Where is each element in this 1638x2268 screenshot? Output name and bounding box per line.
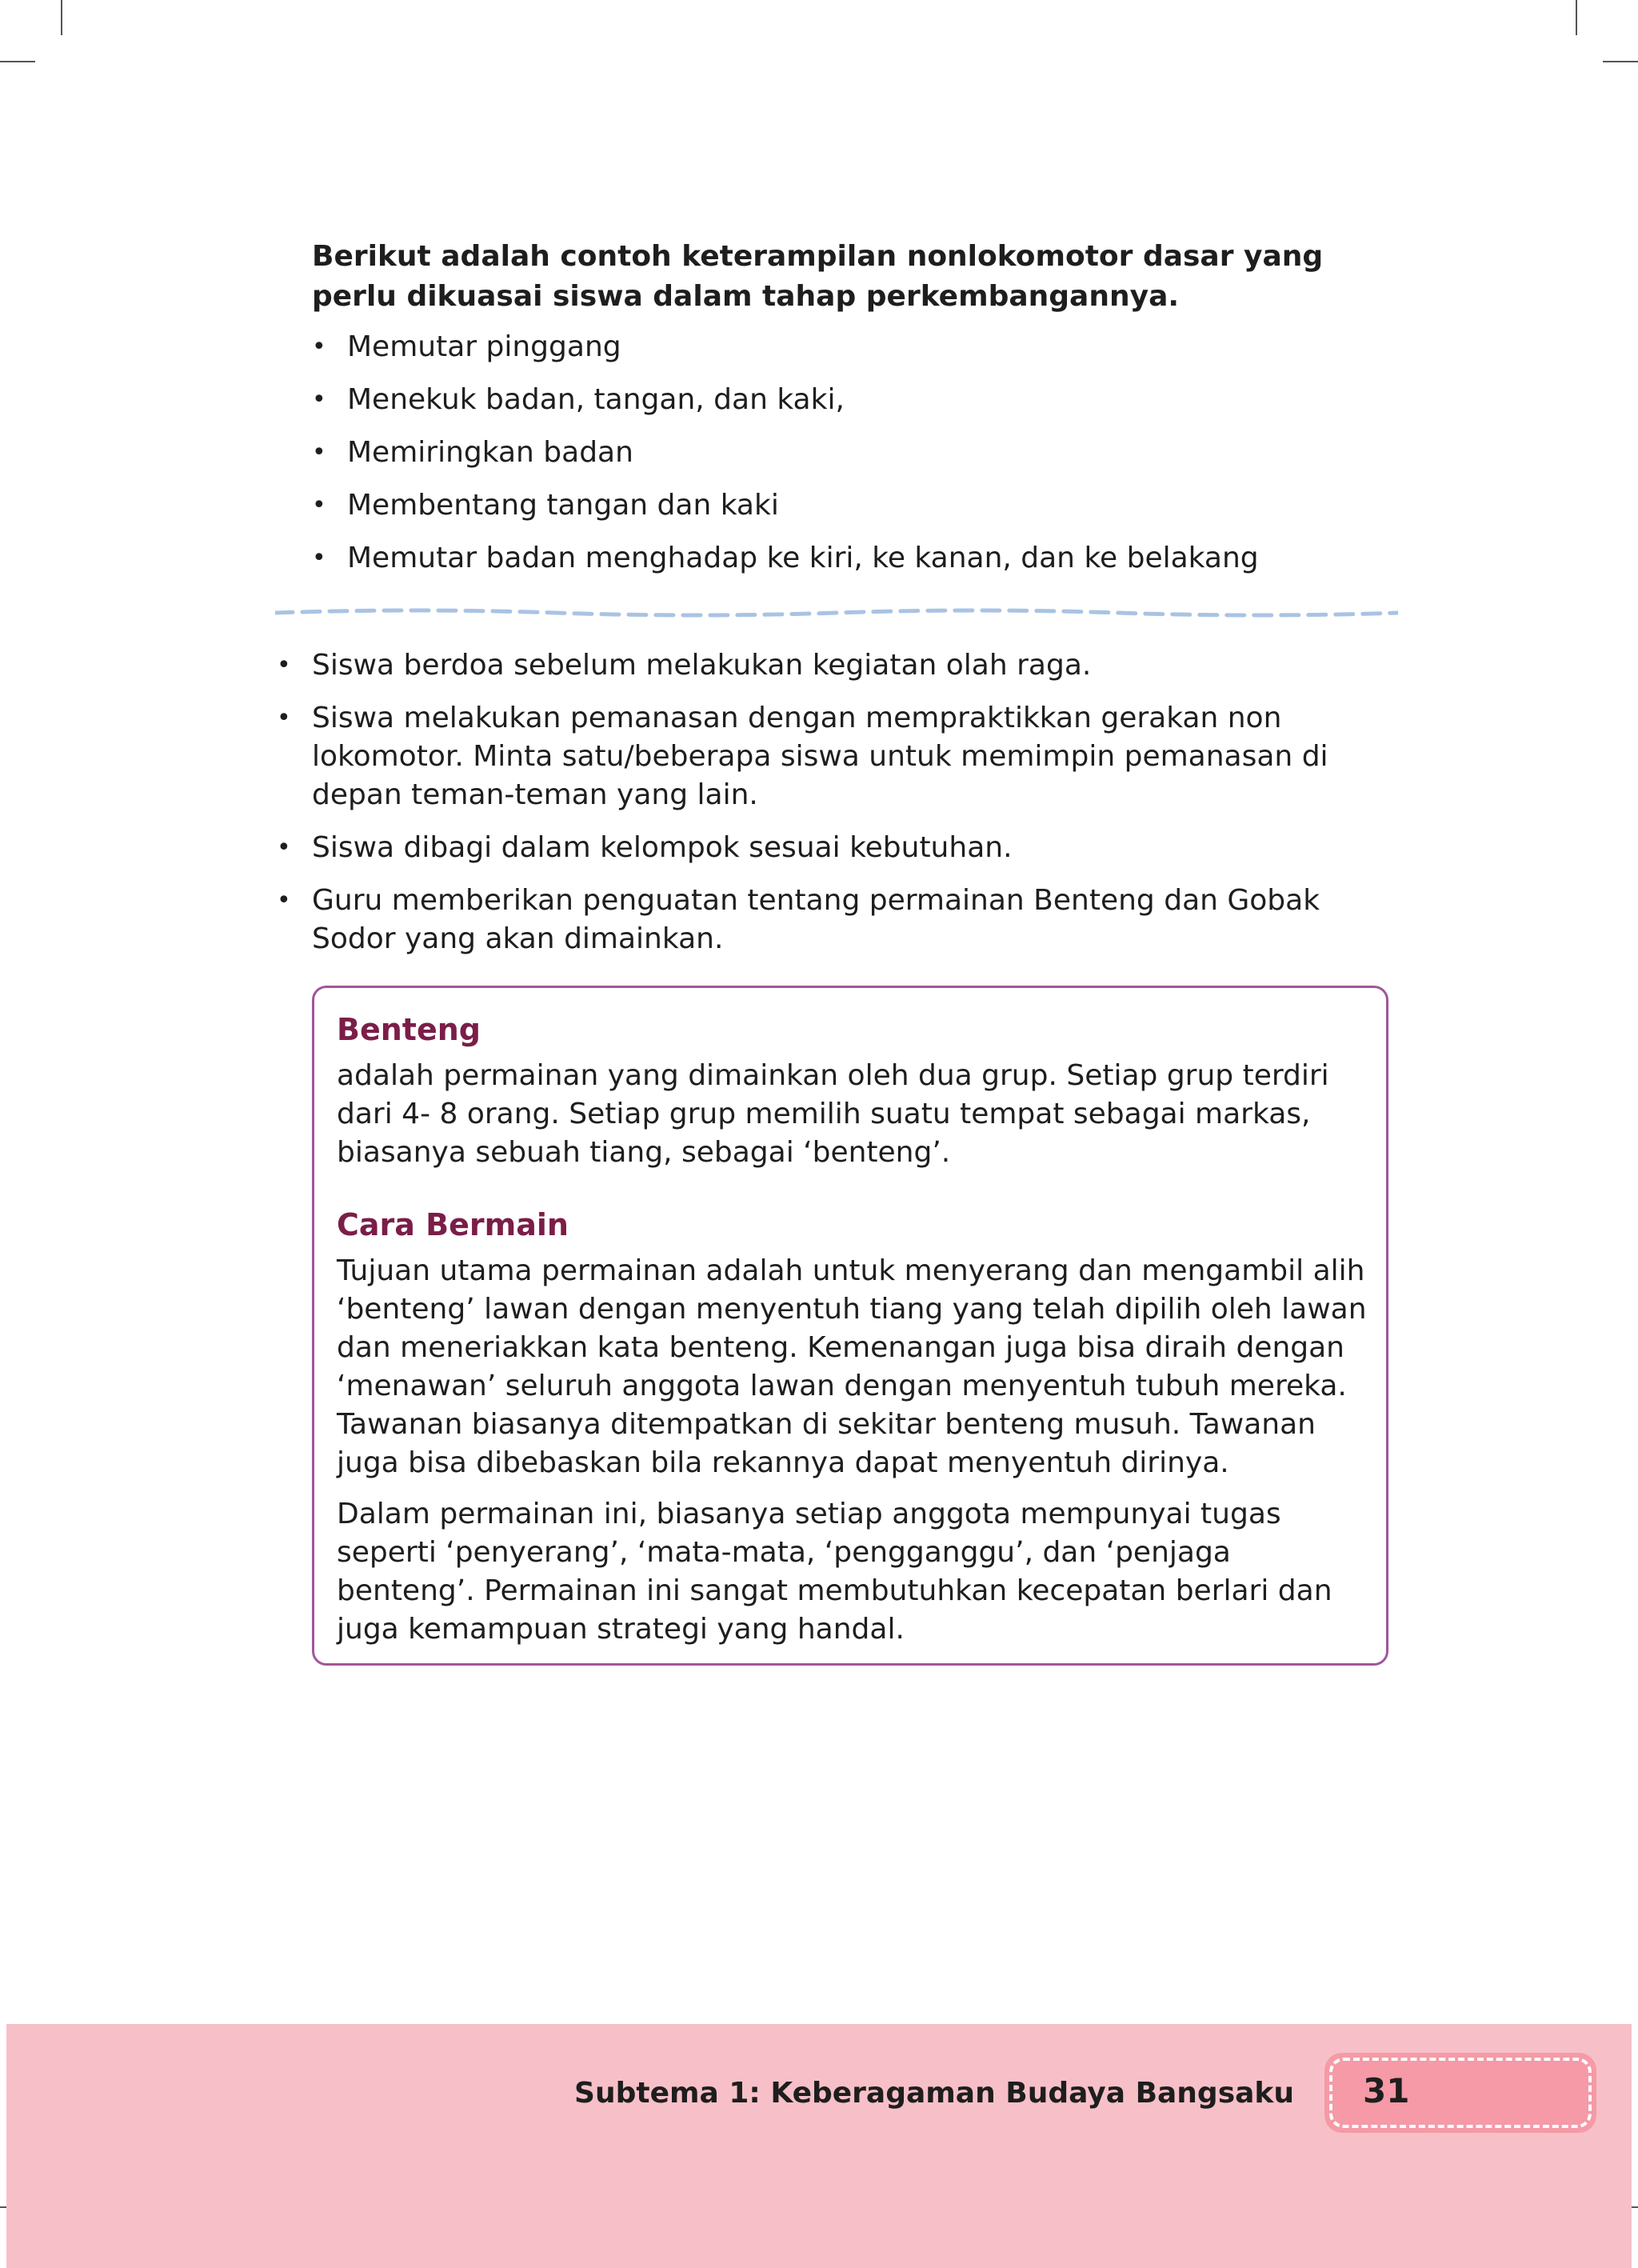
cara-bermain-title: Cara Bermain	[337, 1207, 569, 1242]
cara-bermain-paragraph-1: Tujuan utama permainan adalah untuk menyerang dan mengambil alih ‘benteng’ lawan dengan menyentuh tiang yang telah dipilih oleh lawan dan meneriakkan kata benteng. Kemenangan juga bisa diraih dengan ‘menawan’ seluruh anggota lawan dengan menyentuh tubuh mereka. Tawanan biasanya ditempatkan di sekitar benteng musuh. Tawanan juga bisa dibebaskan bila rekannya dapat menyentuh dirinya.	[337, 1254, 1367, 1479]
list-item: • Menekuk badan, tangan, dan kaki,	[347, 381, 1403, 419]
steps-list	[277, 646, 1384, 973]
page-number-tab	[1324, 2053, 1596, 2133]
bullet-icon: •	[277, 704, 291, 732]
intro-text: Berikut adalah contoh keterampilan nonlokomotor dasar yang perlu dikuasai siswa dalam tahap perkembangannya.	[312, 240, 1324, 313]
list-item: • Guru memberikan penguatan tentang permainan Benteng dan Gobak Sodor yang akan dimainkan.	[312, 882, 1384, 958]
benteng-info-box	[312, 986, 1388, 1666]
crop-mark	[1603, 61, 1638, 62]
subtema-label: Subtema 1: Keberagaman Budaya Bangsaku	[574, 2077, 1294, 2110]
bullet-icon: •	[312, 544, 326, 572]
bullet-icon: •	[312, 386, 326, 414]
bullet-icon: •	[277, 651, 291, 679]
benteng-definition: adalah permainan yang dimainkan oleh dua grup. Setiap grup terdiri dari 4- 8 orang. Setiap grup memilih suatu tempat sebagai markas, biasanya sebuah tiang, sebagai ‘benteng’.	[337, 1059, 1329, 1169]
bullet-icon: •	[312, 491, 326, 519]
crop-mark	[1576, 0, 1577, 35]
list-item: • Siswa berdoa sebelum melakukan kegiatan olah raga.	[312, 646, 1384, 685]
benteng-title: Benteng	[337, 1012, 481, 1047]
page-number: 31	[1363, 2071, 1410, 2110]
skills-list	[312, 328, 1403, 592]
bullet-icon: •	[312, 438, 326, 466]
wavy-dashed-divider	[275, 605, 1398, 621]
bullet-icon: •	[277, 886, 291, 914]
list-item: • Siswa melakukan pemanasan dengan mempraktikkan gerakan non lokomotor. Minta satu/beberapa siswa untuk memimpin pemanasan di depan teman-teman yang lain.	[312, 699, 1384, 814]
bullet-icon: •	[277, 834, 291, 862]
list-item: • Memiringkan badan	[347, 434, 1403, 472]
list-item: • Siswa dibagi dalam kelompok sesuai kebutuhan.	[312, 829, 1384, 867]
bullet-icon: •	[312, 333, 326, 361]
list-item: • Membentang tangan dan kaki	[347, 486, 1403, 525]
crop-mark	[61, 0, 62, 35]
crop-mark	[0, 61, 35, 62]
list-item: • Memutar pinggang	[347, 328, 1403, 366]
list-item: • Memutar badan menghadap ke kiri, ke kanan, dan ke belakang	[347, 539, 1403, 578]
cara-bermain-paragraph-2: Dalam permainan ini, biasanya setiap anggota mempunyai tugas seperti ‘penyerang’, ‘mata-mata, ‘pengganggu’, dan ‘penjaga benteng’. Permainan ini sangat membutuhkan kecepatan berlari dan juga kemampuan strategi yang handal.	[337, 1498, 1332, 1646]
